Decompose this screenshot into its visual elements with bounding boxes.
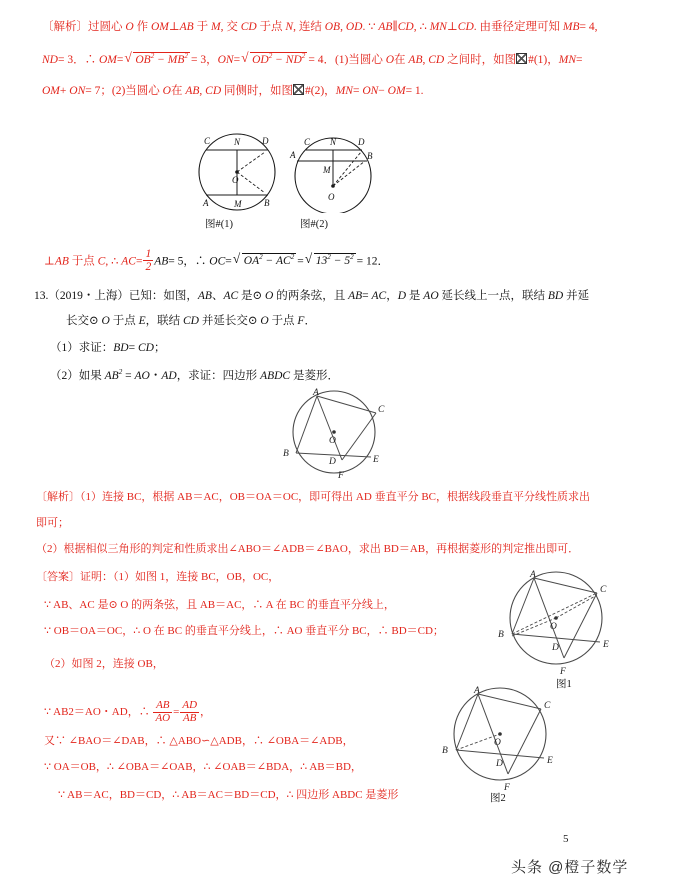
math-var: M (210, 21, 221, 33)
analysis-top-line-3 (42, 84, 424, 98)
text-run: , ∴ (105, 255, 122, 268)
missing-glyph-icon (516, 53, 527, 64)
fraction-ad-over-ab (180, 700, 199, 724)
denominator: 2 (145, 261, 152, 274)
text-run: （2）如果 (50, 369, 105, 382)
math-var: CD (428, 53, 445, 66)
math-var: CD (182, 315, 199, 327)
sqrt-expression (241, 52, 307, 66)
page-number: 5 (563, 833, 569, 845)
solution-line-11: ∵ AB＝AC，BD＝CD，∴ AB＝AC＝BD＝CD，∴ 四边形 ABDC 是菱形 (58, 789, 399, 801)
analysis-top-line-1 (42, 22, 598, 34)
math-var: CD (137, 342, 154, 354)
caption-prefix: 图 (300, 219, 311, 230)
exponent: 2 (118, 368, 123, 376)
figure-label-B: B (442, 746, 448, 756)
math-var: MN (429, 21, 447, 33)
figure-label-D: D (496, 759, 503, 769)
math-op: − (272, 53, 286, 66)
caption-prefix: 图 (490, 793, 501, 804)
math-var: AB (185, 85, 200, 97)
math-op: − (378, 85, 388, 97)
radicand (314, 253, 356, 267)
figure-top-2 (288, 128, 378, 213)
analysis-top-line-2 (42, 52, 583, 66)
math-var: O (265, 290, 274, 302)
math-op: = (576, 53, 583, 66)
math-var: O (125, 21, 134, 33)
math-var: AC (371, 290, 387, 302)
math-var: AB (348, 290, 363, 302)
exponent: 2 (268, 52, 273, 60)
radicand (133, 52, 190, 66)
math-var: OM (98, 53, 117, 66)
figure-label-E: E (603, 640, 609, 650)
text-run: 延长线上一点，联结 (438, 290, 548, 302)
figure-label-E: E (547, 756, 553, 766)
figure-bottom-2 (428, 682, 583, 794)
text-run: ， (386, 290, 398, 302)
figure-label-F: F (504, 783, 510, 793)
math-var: CD (457, 21, 474, 33)
figure-label-D: D (262, 136, 269, 146)
caption-text: #(2) (310, 219, 328, 230)
text-run: 长交⊙ (66, 315, 102, 327)
figure-label-O: O (328, 192, 335, 202)
text-run: = 4．(1)当圆心 (308, 53, 386, 66)
math-var: CD (397, 21, 414, 33)
math-var: AB (104, 369, 119, 382)
exponent: 2 (150, 52, 155, 60)
math-op: = (233, 53, 241, 66)
figure-label-O: O (550, 622, 557, 632)
math-var: ND (42, 53, 58, 66)
text-run: ∵ AB2＝AO・AD，∴ (44, 706, 153, 719)
math-op: = (135, 255, 143, 268)
figure-label-C: C (204, 136, 211, 146)
figure-label-O: O (329, 436, 336, 446)
text-run: ，求证：四边形 (176, 369, 261, 382)
text-run: 于点 (268, 315, 298, 327)
math-op: = (362, 290, 372, 302)
figure-label-D: D (552, 643, 559, 653)
text-run: ． (304, 315, 316, 327)
figure-top-2-caption (300, 216, 328, 231)
math-var: OM (387, 85, 406, 97)
solution-line-2: 即可； (36, 517, 69, 529)
text-run: = 4, (579, 21, 598, 33)
radicand (250, 52, 307, 66)
math-var: ND (285, 53, 302, 66)
text-run: 在 (170, 85, 186, 97)
denominator: AO (155, 711, 171, 724)
figure-label-M: M (234, 199, 242, 209)
math-var: OA (243, 255, 260, 268)
text-run: ； (153, 342, 166, 354)
problem13-question-2 (50, 369, 339, 382)
figure-top-1-caption (205, 216, 233, 231)
text-run: 是⊙ (238, 290, 266, 302)
figure-top-1 (192, 128, 282, 213)
text-run: = 3， (190, 53, 218, 66)
text-run: 是 (406, 290, 424, 302)
math-op: = (173, 706, 180, 719)
text-run: 同侧时，如图 (221, 85, 294, 97)
math-var: N (285, 21, 294, 33)
figure-bottom-1 (484, 566, 639, 678)
math-var: AB (179, 21, 194, 33)
figure-label-C: C (600, 585, 607, 595)
sqrt-expression (124, 52, 190, 66)
solution-line-10: ∵ OA＝OB，∴ ∠OBA＝∠OAB，∴ ∠OAB＝∠BDA，∴ AB＝BD， (44, 761, 362, 773)
math-var: AC (121, 255, 136, 268)
exponent: 2 (350, 253, 354, 262)
math-var: BD (547, 290, 564, 302)
figure-label-N: N (234, 137, 241, 147)
math-op: = (297, 255, 304, 268)
text-run: , (199, 85, 206, 97)
text-run: , ∴ (413, 21, 430, 33)
math-var: AD (161, 369, 177, 382)
math-op: ⊥ (168, 21, 180, 33)
figure-label-O: O (494, 738, 501, 748)
math-var: OM (150, 21, 169, 33)
math-op: = (128, 342, 138, 354)
text-run: = 7；(2)当圆心 (85, 85, 163, 97)
figure-label-B: B (367, 151, 373, 161)
math-var: E (138, 315, 146, 327)
math-op: + (59, 85, 70, 97)
math-var: MN (558, 53, 577, 66)
figure-label-B: B (283, 449, 289, 459)
math-var: ON (362, 85, 379, 97)
math-var: O (101, 315, 110, 327)
text-run: 于点 (109, 315, 139, 327)
solution-line-9: 又∵ ∠BAO＝∠DAB，∴ △ABO∽△ADB，∴ ∠OBA＝∠ADB， (44, 735, 354, 747)
numerator: 1 (145, 248, 152, 260)
math-var: OB (135, 53, 151, 66)
text-run: , 连结 (293, 21, 325, 33)
fraction-ab-over-ao (153, 700, 172, 724)
text-run: 于点 (256, 21, 286, 33)
radicand (242, 253, 296, 267)
math-op: ⊥ (44, 255, 55, 268)
math-var: CD (205, 85, 222, 97)
math-op: ∥ (392, 21, 398, 33)
text-run: 于 (193, 21, 211, 33)
math-op: = (352, 85, 363, 97)
sqrt-expression (305, 253, 356, 267)
text-run: , (340, 21, 346, 33)
figure-label-C: C (378, 405, 385, 415)
math-var: OM (42, 85, 60, 97)
figure-label-F: F (560, 667, 566, 677)
text-run: = 3．∴ (57, 53, 99, 66)
math-op: = (116, 53, 124, 66)
math-var: OD (345, 21, 363, 33)
exponent: 2 (184, 52, 188, 60)
solution-line-8 (44, 700, 211, 724)
solution-line-7: （2）如图 2，连接 OB， (44, 658, 164, 670)
figure-label-A: A (313, 388, 319, 398)
footer-brand: 头条 @橙子数学 (511, 859, 629, 876)
figure-label-F: F (338, 471, 344, 481)
math-var: MN (335, 85, 353, 97)
figure-label-A: A (530, 570, 536, 580)
math-var: MB (562, 21, 580, 33)
math-var: O (162, 85, 171, 97)
math-number: 5 (344, 255, 351, 268)
figure-label-A: A (474, 686, 480, 696)
text-run: 〔解析〕过圆心 (42, 21, 126, 33)
solution-line-4: 〔答案〕证明：（1）如图 1，连接 BC，OB，OC， (36, 571, 280, 583)
text-run: 并延 (563, 290, 590, 302)
exponent: 2 (301, 52, 306, 60)
math-var: O (385, 53, 395, 66)
figure-label-O: O (232, 175, 239, 185)
text-run: #(2)， (305, 85, 336, 97)
math-var: O (260, 315, 269, 327)
math-var: AO (134, 369, 150, 382)
math-var: AO (423, 290, 439, 302)
text-run: = 12． (356, 255, 390, 268)
math-var: OD (252, 53, 269, 66)
figure-label-C: C (544, 701, 551, 711)
exponent: 2 (327, 253, 331, 262)
text-run: 的两条弦，且 (273, 290, 349, 302)
figure-bottom-2-caption (490, 790, 506, 805)
text-run: = 1. (405, 85, 424, 97)
text-run: ， (200, 706, 212, 719)
figure-label-D: D (358, 137, 365, 147)
math-var: OC (209, 255, 226, 268)
caption-text: 2 (500, 793, 506, 804)
numerator: AD (182, 699, 198, 711)
math-var: D (397, 290, 407, 302)
solution-line-5: ∵ AB、AC 是⊙ O 的两条弦，且 AB＝AC，∴ A 在 BC 的垂直平分线上， (44, 599, 395, 611)
solution-line-6: ∵ OB＝OA＝OC，∴ O 在 BC 的垂直平分线上，∴ AO 垂直平分 BC，∴ BD＝CD； (44, 625, 444, 637)
problem13-line-1 (34, 291, 589, 303)
text-run: #(1)， (528, 53, 559, 66)
caption-text: 1 (566, 679, 572, 690)
text-run: ，联结 (145, 315, 183, 327)
math-op: = (225, 255, 232, 268)
problem13-question-1 (50, 343, 165, 355)
text-run: 、 (211, 290, 224, 302)
text-run: 并延长交⊙ (198, 315, 261, 327)
math-var: ABDC (260, 369, 291, 382)
problem13-line-2 (66, 316, 316, 328)
caption-prefix: 图 (205, 219, 216, 230)
text-run: 作 (133, 21, 151, 33)
text-run: . 由垂径定理可知 (473, 21, 563, 33)
figure-label-E: E (373, 455, 379, 465)
caption-prefix: 图 (556, 679, 567, 690)
exponent: 2 (290, 253, 295, 262)
math-var: OB (324, 21, 341, 33)
text-run: , (422, 53, 429, 66)
missing-glyph-icon (293, 84, 304, 95)
caption-text: #(1) (215, 219, 233, 230)
text-run: = 5，∴ (168, 255, 210, 268)
figure-label-D: D (329, 457, 336, 467)
figure-problem13 (272, 386, 400, 481)
math-var: MB (167, 53, 185, 66)
math-number: 13 (315, 255, 328, 268)
figure-label-M: M (323, 165, 331, 175)
text-run: 13.（2019・上海）已知：如图， (34, 290, 198, 302)
math-var: AB (54, 255, 69, 268)
figure-label-C: C (304, 137, 311, 147)
numerator: AB (156, 699, 170, 711)
denominator: AB (180, 712, 199, 725)
math-op: ⊥ (446, 21, 458, 33)
math-var: AB (154, 255, 169, 268)
text-run: 之间时，如图 (444, 53, 517, 66)
math-op: − (154, 53, 168, 66)
math-var: AB (378, 21, 393, 33)
math-var: AB (408, 53, 423, 66)
text-run: . ∵ (362, 21, 379, 33)
mid-formula-line (44, 248, 389, 273)
math-op: ・ (149, 369, 162, 382)
text-run: , 交 (220, 21, 241, 33)
fraction-one-half (143, 248, 153, 273)
figure-label-B: B (498, 630, 504, 640)
math-var: F (297, 315, 305, 327)
sqrt-expression (233, 253, 296, 267)
math-op: − (330, 255, 345, 268)
math-var: BD (113, 342, 129, 354)
figure-label-N: N (330, 137, 337, 147)
math-var: C (97, 255, 106, 268)
text-run: （1）求证： (50, 342, 114, 354)
math-var: AC (223, 290, 239, 302)
math-var: ON (217, 53, 234, 66)
text-run: 在 (394, 53, 409, 66)
math-op: − (262, 255, 276, 268)
figure-label-B: B (264, 198, 270, 208)
figure-label-A: A (203, 198, 209, 208)
figure-label-A: A (290, 150, 296, 160)
solution-line-1: 〔解析〕（1）连接 BC，根据 AB＝AC，OB＝OA＝OC，即可得出 AD 垂直平分 BC，根据线段垂直平分线性质求出 (36, 491, 590, 503)
math-var: AB (197, 290, 212, 302)
text-run: 是菱形． (290, 369, 339, 382)
exponent: 2 (259, 253, 263, 262)
math-var: CD (240, 21, 257, 33)
text-run: 于点 (68, 255, 98, 268)
solution-line-3: （2）根据相似三角形的判定和性质求出∠ABO＝∠ADB＝∠BAO，求出 BD＝AB，再根据菱形的判定推出即可． (36, 543, 580, 555)
math-var: AC (275, 255, 291, 268)
math-var: ON (69, 85, 86, 97)
math-op: = (122, 369, 135, 382)
